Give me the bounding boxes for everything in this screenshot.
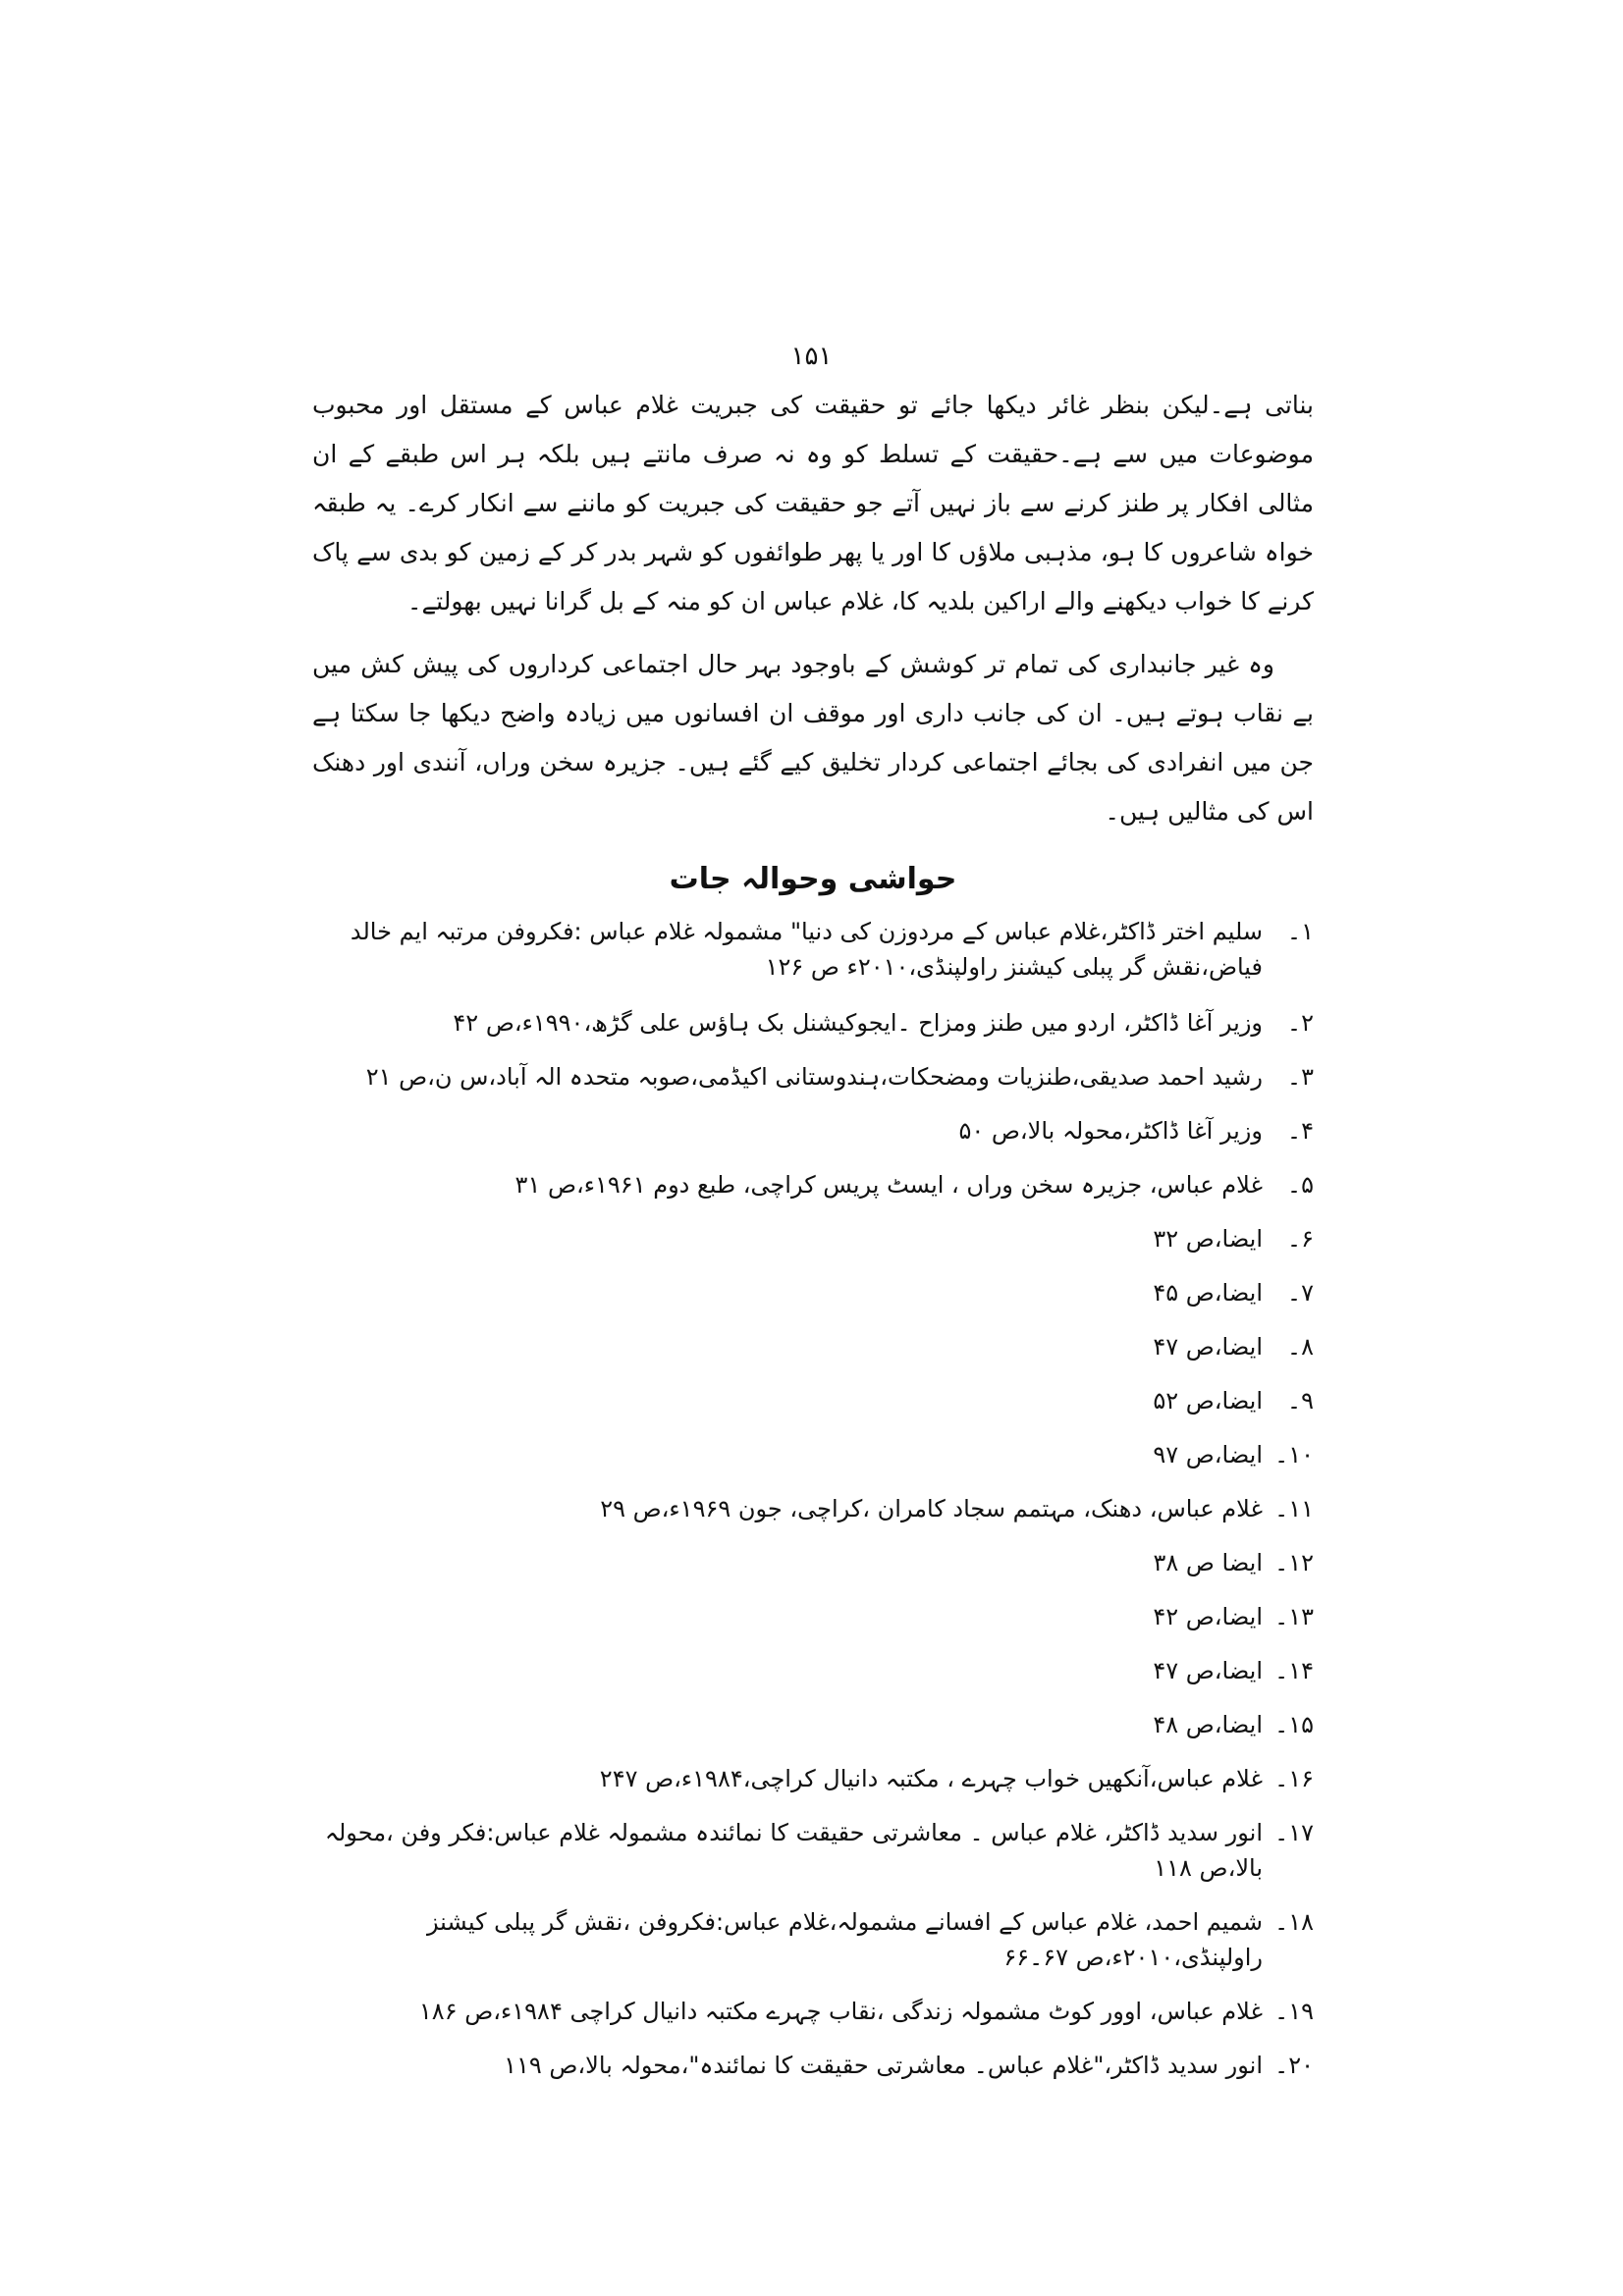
reference-number: ۵۔ <box>1287 1171 1314 1199</box>
reference-item <box>312 1113 1314 1148</box>
reference-item <box>312 1329 1314 1364</box>
reference-number: ۳۔ <box>1287 1063 1314 1091</box>
reference-number: ۲۔ <box>1287 1009 1314 1037</box>
reference-text: وزیر آغا ڈاکٹر،محولہ بالا،ص ۵۰ <box>958 1117 1263 1145</box>
references-list <box>312 914 1314 2083</box>
reference-item <box>312 1491 1314 1526</box>
reference-item <box>312 1275 1314 1310</box>
reference-text: ایضا ص ۳۸ <box>1153 1549 1263 1576</box>
reference-number: ۱۲۔ <box>1274 1549 1314 1576</box>
reference-number: ۱۸۔ <box>1274 1908 1314 1936</box>
reference-item <box>312 1167 1314 1202</box>
reference-item <box>312 1221 1314 1256</box>
reference-text: ایضا،ص ۵۲ <box>1153 1387 1263 1415</box>
reference-item <box>312 1599 1314 1634</box>
reference-text: ایضا،ص ۴۷ <box>1153 1657 1263 1684</box>
reference-item <box>312 914 1314 985</box>
reference-text: ایضا،ص ۴۸ <box>1153 1711 1263 1738</box>
reference-text: ایضا،ص ۴۵ <box>1153 1279 1263 1307</box>
references-heading: حواشی وحوالہ جات <box>669 862 957 896</box>
reference-text: غلام عباس،آنکھیں خواب چہرے ، مکتبہ دانیال کراچی،۱۹۸۴ء،ص ۲۴۷ <box>599 1765 1263 1792</box>
reference-number: ۱۵۔ <box>1274 1711 1314 1738</box>
reference-text: غلام عباس، جزیرہ سخن وراں ، ایسٹ پریس کراچی، طبع دوم ۱۹۶۱ء،ص ۳۱ <box>514 1171 1263 1199</box>
reference-text: ایضا،ص ۹۷ <box>1153 1441 1263 1468</box>
reference-text: انور سدید ڈاکٹر، غلام عباس ۔ معاشرتی حقیقت کا نمائندہ مشمولہ غلام عباس:فکر وفن ،محولہ بالا،ص ۱۱۸ <box>324 1819 1263 1882</box>
reference-number: ۴۔ <box>1287 1117 1314 1145</box>
reference-item <box>312 1005 1314 1041</box>
reference-number: ۶۔ <box>1287 1225 1314 1253</box>
page-number: ۱۵۱ <box>790 342 833 371</box>
reference-item <box>312 1383 1314 1418</box>
reference-item <box>312 1904 1314 1975</box>
reference-text: سلیم اختر ڈاکٹر،غلام عباس کے مردوزن کی دنیا" مشمولہ غلام عباس :فکروفن مرتبہ ایم خالد فیاض،نقش گر پبلی کیشنز راولپنڈی،۲۰۱۰ء ص ۱۲۶ <box>350 918 1263 981</box>
reference-number: ۱۳۔ <box>1274 1603 1314 1630</box>
page-body <box>312 381 1314 2102</box>
reference-text: رشید احمد صدیقی،طنزیات ومضحکات،ہندوستانی اکیڈمی،صوبہ متحدہ الہ آباد،س ن،ص ۲۱ <box>365 1063 1263 1091</box>
reference-text: ایضا،ص ۴۷ <box>1153 1333 1263 1361</box>
reference-text: غلام عباس، دھنک، مہتمم سجاد کامران ،کراچی، جون ۱۹۶۹ء،ص ۲۹ <box>600 1495 1263 1522</box>
reference-item <box>312 1059 1314 1095</box>
reference-number: ۱۹۔ <box>1274 1998 1314 2025</box>
reference-number: ۷۔ <box>1287 1279 1314 1307</box>
reference-text: ایضا،ص ۳۲ <box>1153 1225 1263 1253</box>
reference-text: وزیر آغا ڈاکٹر، اردو میں طنز ومزاح ۔ایجوکیشنل بک ہاؤس علی گڑھ،۱۹۹۰ء،ص ۴۲ <box>453 1009 1263 1037</box>
reference-number: ۹۔ <box>1287 1387 1314 1415</box>
reference-number: ۱۔ <box>1287 918 1314 945</box>
reference-number: ۲۰۔ <box>1274 2052 1314 2079</box>
reference-text: ایضا،ص ۴۲ <box>1153 1603 1263 1630</box>
reference-item <box>312 1437 1314 1472</box>
reference-item <box>312 1707 1314 1742</box>
reference-item <box>312 1815 1314 1886</box>
reference-text: انور سدید ڈاکٹر،"غلام عباس۔ معاشرتی حقیقت کا نمائندہ"،محولہ بالا،ص ۱۱۹ <box>504 2052 1263 2079</box>
reference-number: ۱۰۔ <box>1274 1441 1314 1468</box>
body-paragraph: بناتی ہے۔لیکن بنظر غائر دیکھا جائے تو حقیقت کی جبریت غلام عباس کے مستقل اور محبوب موضوعات میں سے ہے۔حقیقت کے تسلط کو وہ نہ صرف مانتے ہیں بلکہ ہر اس طبقے کے ان مثالی افکار پر طنز کرنے سے باز نہیں آتے جو حقیقت کی جبریت کو ماننے سے انکار کرے۔ یہ طبقہ خواہ شاعروں کا ہو، مذہبی ملاؤں کا اور یا پھر طوائفوں کو شہر بدر کر کے زمین کو بدی سے پاک کرنے کا خواب دیکھنے والے اراکین بلدیہ کا، غلام عباس ان کو منہ کے بل گرانا نہیں بھولتے۔ <box>312 391 1314 615</box>
reference-number: ۱۱۔ <box>1274 1495 1314 1522</box>
reference-item <box>312 1545 1314 1580</box>
reference-item <box>312 2048 1314 2083</box>
reference-text: غلام عباس، اوور کوٹ مشمولہ زندگی ،نقاب چہرے مکتبہ دانیال کراچی ۱۹۸۴ء،ص ۱۸۶ <box>418 1998 1263 2025</box>
reference-number: ۱۷۔ <box>1274 1819 1314 1846</box>
reference-item <box>312 1653 1314 1688</box>
reference-number: ۱۶۔ <box>1274 1765 1314 1792</box>
body-paragraph: وہ غیر جانبداری کی تمام تر کوشش کے باوجود بہر حال اجتماعی کرداروں کی پیش کش میں بے نقاب ہوتے ہیں۔ ان کی جانب داری اور موقف ان افسانوں میں زیادہ واضح دیکھا جا سکتا ہے جن میں انفرادی کی بجائے اجتماعی کردار تخلیق کیے گئے ہیں۔ جزیرہ سخن وراں، آنندی اور دھنک اس کی مثالیں ہیں۔ <box>312 650 1314 826</box>
reference-number: ۱۴۔ <box>1274 1657 1314 1684</box>
reference-item <box>312 1994 1314 2029</box>
reference-number: ۸۔ <box>1287 1333 1314 1361</box>
reference-item <box>312 1761 1314 1796</box>
reference-text: شمیم احمد، غلام عباس کے افسانے مشمولہ،غلام عباس:فکروفن ،نقش گر پبلی کیشنز راولپنڈی،۲۰۱۰ء،ص ۶۷۔۶۶ <box>426 1908 1263 1971</box>
